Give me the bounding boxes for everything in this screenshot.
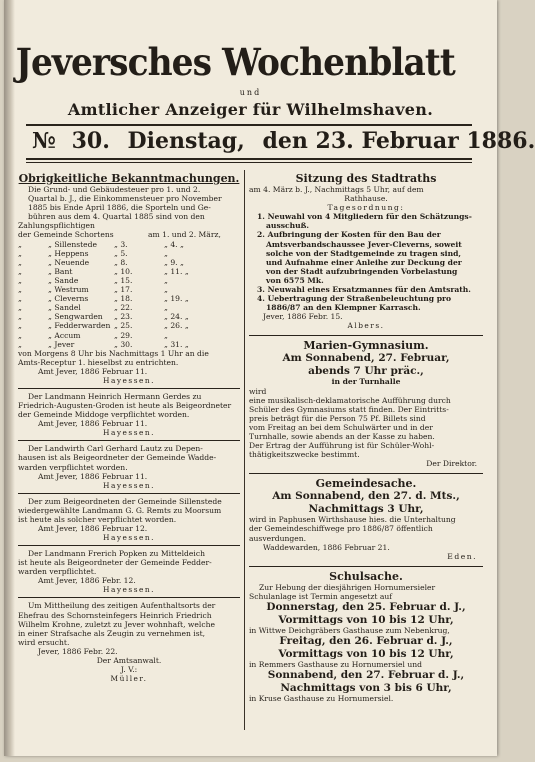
table-cell: „ Jever <box>48 339 75 349</box>
table-row <box>18 230 240 239</box>
table-row <box>18 249 240 258</box>
text-line: Turnhalle, sowie abends an der Kasse zu haben. <box>249 431 435 441</box>
table-cell: „ 15. <box>114 275 133 285</box>
agenda-line: von 6575 Mk. <box>266 275 324 285</box>
number-sign: № <box>32 128 56 154</box>
text-line: in einer Strafsache als Zeugin zu vernehmen ist, <box>18 628 206 638</box>
table-row <box>18 285 240 294</box>
text-line: in Remmers Gasthause zu Hornumersiel und <box>249 660 422 670</box>
table-cell: „ 18. <box>114 294 133 304</box>
notice-heading: Obrigkeitliche Bekanntmachungen. <box>18 172 240 185</box>
notice-signer: Der Direktor. <box>426 459 477 469</box>
table-cell: „ <box>164 330 168 340</box>
text-line: wird ersucht. <box>18 637 70 647</box>
notice-3 <box>18 440 240 489</box>
text-line: Die Grund- und Gebäudesteuer pro 1. und 2. <box>28 185 201 194</box>
table-cell: „ <box>18 266 22 276</box>
text-line: wird in Paphusen Wirthshause hies. die Unterhaltung <box>249 515 456 525</box>
text-line: Schulanlage ist Termin angesetzt auf <box>249 591 393 601</box>
table-cell: „ Sengwarden <box>48 312 103 322</box>
table-cell: „ <box>164 248 168 258</box>
table-cell: „ Fedderwarden <box>48 321 111 331</box>
table-cell: „ 31. „ <box>164 339 189 349</box>
table-cell: „ Neuende <box>48 257 90 267</box>
text-line: Der zum Beigeordneten der Gemeinde Sillenstede <box>28 496 222 506</box>
table-cell: „ Sillenstede <box>48 239 98 249</box>
table-cell: „ <box>18 239 22 249</box>
text-line: Wilhelm Krohne, zuletzt zu Jever wohnhaft, welche <box>18 619 215 629</box>
text-line: ist heute als solcher verpflichtet worden. <box>18 514 177 524</box>
notice-text <box>18 392 240 419</box>
table-row <box>18 340 240 349</box>
table-row <box>18 303 240 312</box>
masthead-und: und <box>239 88 262 97</box>
table-row <box>18 331 240 340</box>
agenda-line: Amtsverbandschaussee Jever-Cleverns, soweit <box>266 239 462 249</box>
notice-place: Amt Jever, 1886 Febr. 12. <box>38 576 136 586</box>
notice-heading: Sitzung des Stadtraths <box>295 172 437 185</box>
table-cell: am 1. und 2. März, <box>148 230 221 240</box>
text-line: am 4. März b. J., Nachmittags 5 Uhr, auf dem <box>249 185 424 194</box>
table-cell: „ <box>18 339 22 349</box>
table-cell: „ <box>18 303 22 313</box>
text-line: warden verpflichtet. <box>18 567 97 577</box>
event-time: Nachmittags 3 Uhr, <box>308 502 424 515</box>
agenda-line: ausschuß. <box>266 221 310 231</box>
notice-text <box>18 497 240 524</box>
weekday: Dienstag, <box>127 128 245 154</box>
notice-place: Amt Jever, 1886 Februar 11. <box>38 419 148 429</box>
issue-date: den 23. Februar 1886. <box>262 128 535 154</box>
table-cell: „ 25. <box>114 321 133 331</box>
notice-place: Amt Jever, 1886 Februar 11. <box>38 471 148 481</box>
tax-schedule <box>18 240 240 349</box>
notice-4 <box>18 493 240 542</box>
notice-text <box>249 396 483 460</box>
text-line: in Wittwe Deichgräbers Gasthause zum Nebenkrug, <box>249 626 450 635</box>
table-row <box>18 321 240 330</box>
notice-signer: Albers. <box>347 321 385 331</box>
table-cell: „ 26. „ <box>164 321 189 331</box>
text-line: thätigkeitszwecke bestimmt. <box>249 450 360 460</box>
table-row <box>18 276 240 285</box>
agenda-line: solche von der Stadtgemeinde zu tragen sind, <box>266 248 462 258</box>
agenda-line: 2. Aufbringung der Kosten für den Bau der <box>257 230 441 240</box>
table-cell: „ 4. „ <box>164 239 184 249</box>
table-cell: „ 24. „ <box>164 312 189 322</box>
notice-text <box>249 583 483 601</box>
table-row <box>18 294 240 303</box>
notice-signer: Eden. <box>447 551 477 561</box>
table-cell: „ Cleverns <box>48 294 89 304</box>
event-time: abends 7 Uhr präc., <box>308 364 424 377</box>
term-time: Vormittags von 10 bis 12 Uhr, <box>278 647 454 660</box>
table-cell: „ 23. <box>114 312 133 322</box>
agenda-line: 1886/87 an den Klempner Karrasch. <box>266 303 421 313</box>
rule <box>26 162 472 163</box>
notice-place: Waddewarden, 1886 Februar 21. <box>263 542 390 552</box>
column-divider <box>244 170 245 730</box>
table-cell: „ 8. <box>114 257 128 267</box>
text-line: wiedergewählte Landmann G. G. Remts zu Moorsum <box>18 505 222 515</box>
text-line: Zahlungspflichtigen <box>18 221 95 231</box>
agenda-line: 4. Uebertragung der Straßenbeleuchtung pro <box>257 294 452 304</box>
text-line: Quartal b. J., die Einkommensteuer pro November <box>28 194 222 204</box>
table-cell: „ <box>18 312 22 322</box>
event-date: Am Sonnabend, 27. Februar, <box>282 352 450 365</box>
text-line: Schüler des Gymnasiums statt finden. Der Eintritts- <box>249 404 449 414</box>
text-line: Der Landmann Frerich Popken zu Mitteldeich <box>28 549 205 559</box>
notice-5 <box>18 545 240 594</box>
text-line: preis beträgt für die Person 75 Pf. Billets sind <box>249 413 426 423</box>
notice-2 <box>18 388 240 437</box>
notice-signer: Hayessen. <box>103 428 155 438</box>
table-cell: der Gemeinde Schortens <box>18 230 114 240</box>
issue-number: 30. <box>71 128 110 154</box>
agenda-line: von der Stadt aufzubringenden Vorbelastung <box>266 266 458 276</box>
text-line: 1885 bis Ende April 1886, die Sporteln und Ge- <box>28 203 211 213</box>
masthead-subtitle: Amtlicher Anzeiger für Wilhelmshaven. <box>67 100 434 119</box>
table-cell: „ 30. <box>114 339 133 349</box>
table-cell: „ <box>164 303 168 313</box>
table-cell: „ <box>18 330 22 340</box>
table-cell: „ <box>18 294 22 304</box>
text-line: eine musikalisch-deklamatorische Aufführung durch <box>249 395 451 405</box>
notice-text <box>18 349 240 367</box>
dateline <box>32 128 535 154</box>
table-cell: „ <box>18 321 22 331</box>
table-cell: „ <box>18 285 22 295</box>
table-cell: „ 29. <box>114 330 133 340</box>
term-date: Freitag, den 26. Februar d. J., <box>279 635 453 648</box>
notice-signer: Hayessen. <box>103 533 155 543</box>
notice-place: Amt Jever, 1886 Februar 12. <box>38 524 148 533</box>
text-line: Rathhause. <box>344 194 388 204</box>
notice-signer: Hayessen. <box>103 585 155 595</box>
notice-place: Amt Jever, 1886 Februar 11. <box>38 366 148 376</box>
table-cell: „ Bant <box>48 266 73 276</box>
agenda-line: und Aufnahme einer Anleihe zur Deckung der <box>266 257 462 267</box>
notice-iv: J. V.: <box>120 665 138 675</box>
event-venue: in der Turnhalle <box>331 377 401 387</box>
term-time: Vormittags von 10 bis 12 Uhr, <box>278 613 454 626</box>
right-column <box>249 172 483 703</box>
notice-text <box>249 515 483 542</box>
event-date: Am Sonnabend, den 27. d. Mts., <box>272 490 460 503</box>
text-line: warden verpflichtet worden. <box>18 462 128 472</box>
text-line: Amts-Receptur 1. hieselbst zu entrichten. <box>18 357 179 367</box>
notice-text <box>18 601 240 646</box>
notice-text <box>18 444 240 471</box>
newspaper-page <box>4 0 535 756</box>
text-line: wird <box>249 386 267 396</box>
agenda-label: Tagesordnung: <box>327 203 405 213</box>
text-line: der Gemeindeschiffwege pro 1886/87 öffentlich <box>249 524 433 534</box>
masthead-title: Jeversches Wochenblatt <box>15 40 455 84</box>
notice-signer: Müller. <box>110 674 148 684</box>
text-line: Der Landmann Heinrich Hermann Gerdes zu <box>28 391 202 401</box>
table-cell: „ <box>18 248 22 258</box>
table-cell: „ 9. „ <box>164 257 184 267</box>
table-cell: „ Accum <box>48 330 81 340</box>
table-cell: „ <box>164 285 168 295</box>
table-cell: „ 10. <box>114 266 133 276</box>
gemeinde-notice <box>249 473 483 560</box>
table-row <box>18 267 240 276</box>
gymnasium-notice <box>249 335 483 468</box>
agenda-line: 3. Neuwahl eines Ersatzmannes für den Amtsrath. <box>257 285 471 295</box>
text-line: Ehefrau des Schornsteinfegers Heinrich Friedrich <box>18 610 212 620</box>
table-cell: „ <box>164 275 168 285</box>
notice-heading: Schulsache. <box>329 569 403 583</box>
term-date: Donnerstag, den 25. Februar d. J., <box>266 601 466 613</box>
notice-heading: Marien-Gymnasium. <box>303 339 429 353</box>
term-date: Sonnabend, den 27. Februar d. J., <box>267 669 465 682</box>
table-cell: „ 5. <box>114 248 128 258</box>
notice-text <box>18 549 240 576</box>
text-line: ist heute als Beigeordneter der Gemeinde Fedder- <box>18 558 212 568</box>
text-line: Der Ertrag der Aufführung ist für Schüler-Wohl- <box>249 441 435 451</box>
left-column <box>18 172 240 683</box>
table-row <box>18 312 240 321</box>
table-cell: „ 17. <box>114 285 133 295</box>
notice-office: Der Amtsanwalt. <box>96 656 162 666</box>
text-line: von Morgens 8 Uhr bis Nachmittags 1 Uhr an die <box>18 348 209 358</box>
notice-text <box>249 185 483 212</box>
schul-notice <box>249 566 483 703</box>
table-row <box>18 258 240 267</box>
rule <box>26 124 472 126</box>
notice-signer: Hayessen. <box>103 375 155 385</box>
notice-text <box>18 185 240 230</box>
text-line: in Kruse Gasthause zu Hornumersiel. <box>249 694 394 704</box>
rule <box>26 158 472 160</box>
table-cell: „ Sande <box>48 275 79 285</box>
notice-heading: Gemeindesache. <box>315 477 417 491</box>
agenda-list <box>249 212 483 312</box>
term-time: Nachmittags von 3 bis 6 Uhr, <box>280 681 452 694</box>
text-line: Der Landwirth Carl Gerhard Lautz zu Depen- <box>28 444 203 454</box>
table-cell: „ 19. „ <box>164 294 189 304</box>
text-line: der Gemeinde Middoge verpflichtet worden. <box>18 410 190 420</box>
agenda-line: 1. Neuwahl von 4 Mitgliedern für den Schätzungs- <box>257 212 472 222</box>
text-line: Friedrich-Augusten-Groden ist heute als Beigeordneter <box>18 401 232 411</box>
text-line: bühren aus dem 4. Quartal 1885 sind von den <box>28 212 205 222</box>
notice-place: Jever, 1886 Febr. 15. <box>263 312 343 322</box>
table-cell: „ <box>18 257 22 267</box>
notice-signer: Hayessen. <box>103 480 155 490</box>
text-line: Um Mittheilung des zeitigen Aufenthaltsorts der <box>28 601 216 611</box>
table-cell: „ 3. <box>114 239 128 249</box>
table-row <box>18 240 240 249</box>
table-cell: „ <box>18 275 22 285</box>
table-cell: „ 11. „ <box>164 266 189 276</box>
notice-place: Jever, 1886 Febr. 22. <box>38 646 118 656</box>
text-line: vom Freitag an bei dem Schulwärter und in der <box>249 422 433 432</box>
text-line: Zur Hebung der diesjährigen Hornumersieler <box>259 582 436 592</box>
text-line: hausen ist als Beigeordneter der Gemeinde Wadde- <box>18 453 217 463</box>
table-cell: „ 22. <box>114 303 133 313</box>
table-cell: „ Heppens <box>48 248 89 258</box>
table-cell: „ Westrum <box>48 285 89 295</box>
text-line: ausverdungen. <box>249 533 307 543</box>
table-cell: „ Sandel <box>48 303 81 313</box>
notice-6 <box>18 597 240 683</box>
